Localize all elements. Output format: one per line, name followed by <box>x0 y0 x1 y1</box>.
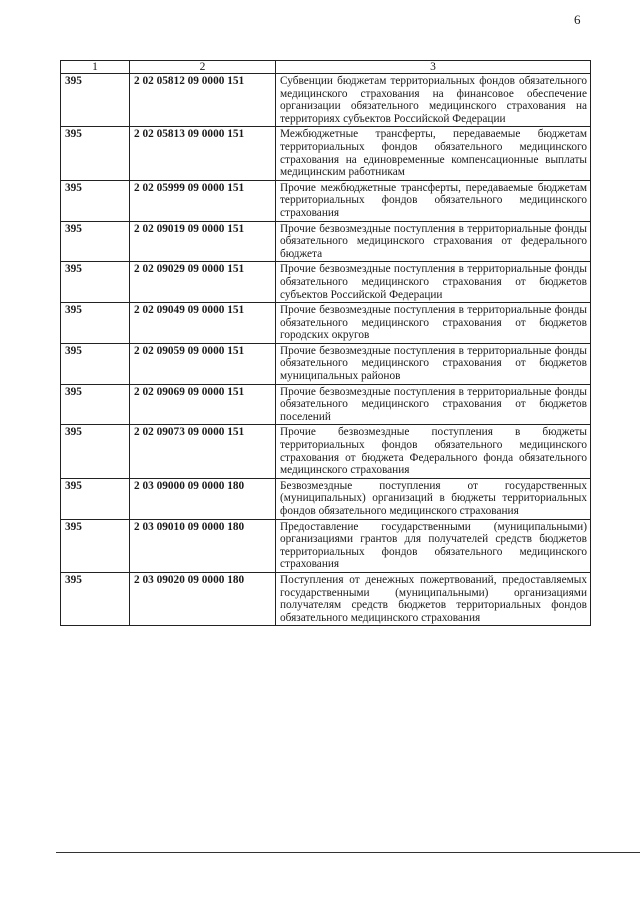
table-row <box>61 425 591 478</box>
column-header-2: 2 <box>130 61 276 74</box>
table-row <box>61 127 591 180</box>
admin-code-cell: 395 <box>61 425 130 478</box>
budget-codes-table <box>60 60 591 626</box>
budget-code-cell: 2 03 09000 09 0000 180 <box>130 478 276 519</box>
budget-code-cell: 2 02 09019 09 0000 151 <box>130 221 276 262</box>
admin-code-cell: 395 <box>61 478 130 519</box>
admin-code-cell: 395 <box>61 262 130 303</box>
table-row <box>61 343 591 384</box>
budget-code-cell: 2 02 05812 09 0000 151 <box>130 74 276 127</box>
description-cell: Безвозмездные поступления от государственных (муниципальных) организаций в бюджеты территориальных фондов обязательного медицинского страхования <box>276 478 591 519</box>
description-cell: Прочие безвозмездные поступления в территориальные фонды обязательного медицинского страхования от федерального бюджета <box>276 221 591 262</box>
budget-code-cell: 2 03 09020 09 0000 180 <box>130 572 276 625</box>
description-cell: Прочие безвозмездные поступления в территориальные фонды обязательного медицинского страхования от бюджетов субъектов Российской Федерации <box>276 262 591 303</box>
table-row <box>61 303 591 344</box>
table-row <box>61 572 591 625</box>
admin-code-cell: 395 <box>61 221 130 262</box>
table-row <box>61 262 591 303</box>
description-cell: Поступления от денежных пожертвований, предоставляемых государственными (муниципальными) организациями получателям средств бюджетов территориальных фондов обязательного медицинского страхования <box>276 572 591 625</box>
admin-code-cell: 395 <box>61 74 130 127</box>
admin-code-cell: 395 <box>61 572 130 625</box>
table-header-row <box>61 61 591 74</box>
description-cell: Предоставление государственными (муниципальными) организациями грантов для получателей средств бюджетов территориальных фондов обязательного медицинского страхования <box>276 519 591 572</box>
admin-code-cell: 395 <box>61 519 130 572</box>
table-row <box>61 478 591 519</box>
description-cell: Прочие безвозмездные поступления в территориальные фонды обязательного медицинского страхования от бюджетов муниципальных районов <box>276 343 591 384</box>
column-header-1: 1 <box>61 61 130 74</box>
budget-code-cell: 2 03 09010 09 0000 180 <box>130 519 276 572</box>
table-row <box>61 384 591 425</box>
budget-code-cell: 2 02 05999 09 0000 151 <box>130 180 276 221</box>
description-cell: Межбюджетные трансферты, передаваемые бюджетам территориальных фондов обязательного медицинского страхования на единовременные компенсационные выплаты медицинским работникам <box>276 127 591 180</box>
table-row <box>61 74 591 127</box>
description-cell: Прочие безвозмездные поступления в территориальные фонды обязательного медицинского страхования от бюджетов поселений <box>276 384 591 425</box>
table-row <box>61 221 591 262</box>
column-header-3: 3 <box>276 61 591 74</box>
table-row <box>61 519 591 572</box>
budget-code-cell: 2 02 09073 09 0000 151 <box>130 425 276 478</box>
description-cell: Прочие межбюджетные трансферты, передаваемые бюджетам территориальных фондов обязательного медицинского страхования <box>276 180 591 221</box>
description-cell: Прочие безвозмездные поступления в бюджеты территориальных фондов обязательного медицинского страхования от бюджета Федерального фонда обязательного медицинского страхования <box>276 425 591 478</box>
admin-code-cell: 395 <box>61 180 130 221</box>
budget-code-cell: 2 02 05813 09 0000 151 <box>130 127 276 180</box>
admin-code-cell: 395 <box>61 384 130 425</box>
budget-code-cell: 2 02 09049 09 0000 151 <box>130 303 276 344</box>
admin-code-cell: 395 <box>61 343 130 384</box>
budget-code-cell: 2 02 09029 09 0000 151 <box>130 262 276 303</box>
budget-code-cell: 2 02 09069 09 0000 151 <box>130 384 276 425</box>
admin-code-cell: 395 <box>61 303 130 344</box>
admin-code-cell: 395 <box>61 127 130 180</box>
table-row <box>61 180 591 221</box>
budget-code-cell: 2 02 09059 09 0000 151 <box>130 343 276 384</box>
description-cell: Прочие безвозмездные поступления в территориальные фонды обязательного медицинского страхования от бюджетов городских округов <box>276 303 591 344</box>
page-number: 6 <box>574 12 581 27</box>
description-cell: Субвенции бюджетам территориальных фондов обязательного медицинского страхования на финансовое обеспечение организации обязательного медицинского страхования на территориях субъектов Российской Федерации <box>276 74 591 127</box>
footer-rule <box>56 852 640 853</box>
